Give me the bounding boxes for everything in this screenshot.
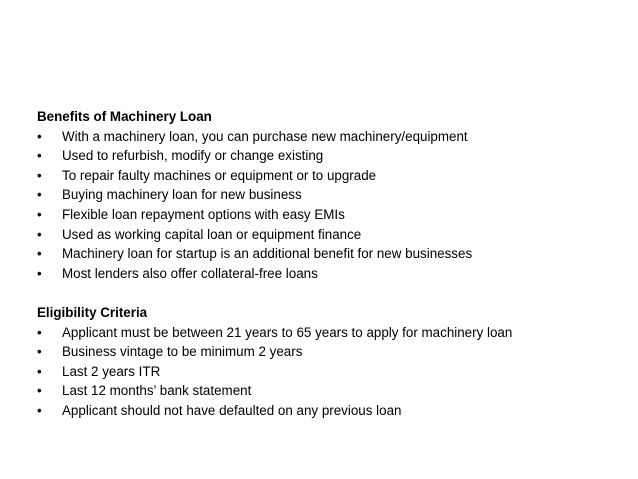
bullet-icon: • — [37, 226, 42, 242]
list-item — [37, 225, 627, 245]
bullet-icon: • — [37, 148, 42, 164]
list-item-text: Applicant should not have defaulted on any previous loan — [62, 402, 402, 418]
bullet-icon: • — [37, 324, 42, 340]
bullet-icon: • — [37, 128, 42, 144]
list-item — [37, 244, 627, 264]
list-item — [37, 127, 627, 147]
benefits-heading: Benefits of Machinery Loan — [37, 109, 212, 124]
section-spacer — [37, 283, 627, 303]
bullet-icon: • — [37, 206, 42, 222]
list-item-text: Buying machinery loan for new business — [62, 187, 302, 203]
list-item-text: Used to refurbish, modify or change existing — [62, 148, 324, 164]
list-item-text: Applicant must be between 21 years to 65 years to apply for machinery loan — [62, 324, 513, 340]
list-item — [37, 185, 627, 205]
bullet-icon: • — [37, 187, 42, 203]
bullet-icon: • — [37, 246, 42, 262]
list-item — [37, 401, 627, 421]
eligibility-list — [37, 323, 627, 421]
list-item — [37, 264, 627, 284]
list-item — [37, 381, 627, 401]
bullet-icon: • — [37, 402, 42, 418]
list-item-text: With a machinery loan, you can purchase new machinery/equipment — [62, 128, 468, 144]
list-item — [37, 205, 627, 225]
list-item-text: Last 2 years ITR — [62, 363, 161, 379]
bullet-icon: • — [37, 265, 42, 281]
bullet-icon: • — [37, 167, 42, 183]
list-item-text: To repair faulty machines or equipment or to upgrade — [62, 167, 377, 183]
list-item-text: Business vintage to be minimum 2 years — [62, 344, 303, 360]
benefits-list — [37, 127, 627, 284]
bullet-icon: • — [37, 344, 42, 360]
slide-body — [37, 107, 627, 421]
list-item — [37, 362, 627, 382]
eligibility-heading: Eligibility Criteria — [37, 304, 148, 320]
bullet-icon: • — [37, 383, 42, 399]
list-item — [37, 342, 627, 362]
list-item-text: Flexible loan repayment options with easy EMIs — [62, 206, 345, 222]
bullet-icon: • — [37, 363, 42, 379]
list-item-text: Used as working capital loan or equipment finance — [62, 226, 362, 242]
list-item — [37, 323, 627, 343]
list-item-text: Most lenders also offer collateral-free loans — [62, 265, 318, 281]
list-item-text: Last 12 months’ bank statement — [62, 383, 252, 399]
list-item — [37, 166, 627, 186]
list-item — [37, 146, 627, 166]
list-item-text: Machinery loan for startup is an additional benefit for new businesses — [62, 246, 473, 262]
